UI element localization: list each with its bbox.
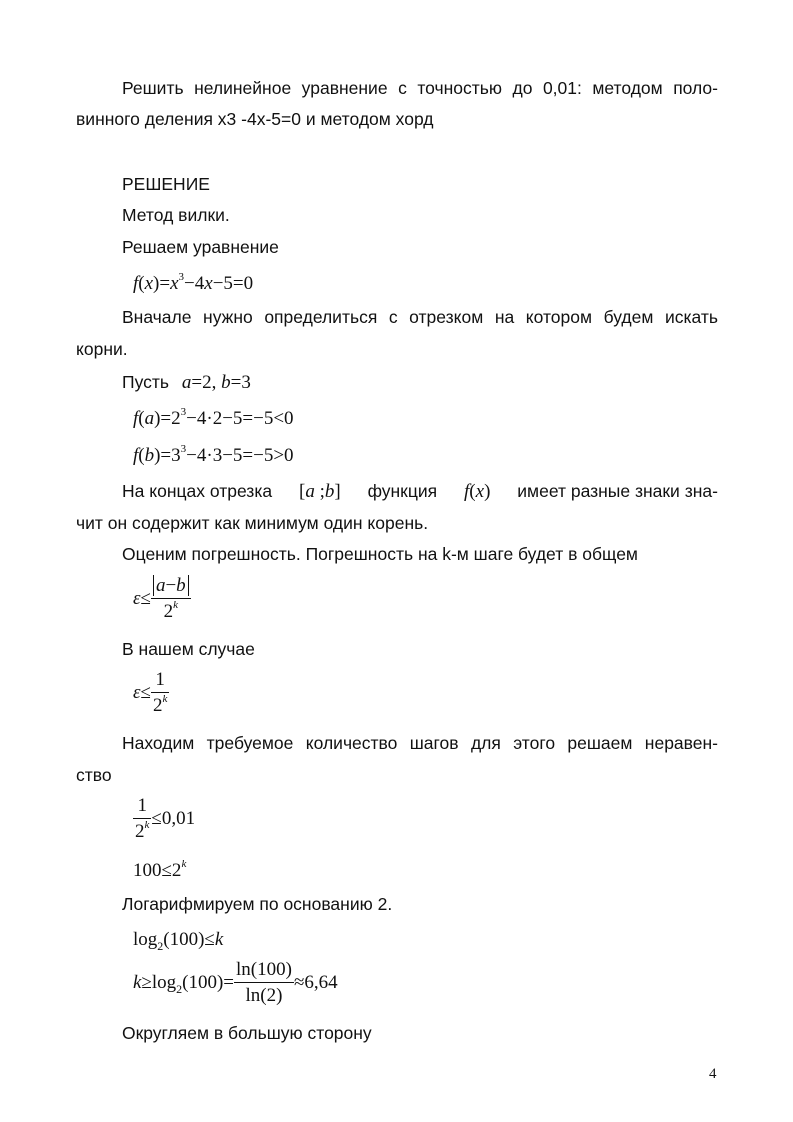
error-estimate-text: Оценим погрешность. Погрешность на k-м шаге будет в общем (122, 544, 638, 564)
formula-let-values: a=2, b=3 (181, 372, 251, 393)
formula-f-of-b: $f(b)=3^3-4\cdot 3-5=-5>0$ (133, 443, 294, 466)
method-title: Метод вилки. (122, 205, 230, 225)
steps-text-line-2: ство (76, 765, 112, 785)
formula-eps-general: ε≤ $\frac{a-b}{2^k}$ (133, 574, 191, 625)
interval-text-line-1: Вначале нужно определиться с отрезком на котором будем искать (122, 307, 718, 327)
let-label: Пусть (122, 372, 170, 392)
task-line-1: Решить нелинейное уравнение с точностью до 0,01: методом поло- (122, 78, 718, 98)
ends-text-b: функция (367, 481, 438, 501)
formula-interval: [a ;b] (298, 481, 341, 502)
formula-main-equation: $f(x)=x^3-4x-5=0$ (133, 271, 254, 294)
interval-ends-line-1 (122, 476, 718, 507)
our-case-text: В нашем случае (122, 639, 255, 659)
task-line-2: винного деления x3 -4x-5=0 и методом хорд (76, 109, 434, 129)
page-number: 4 (709, 1066, 717, 1082)
ends-text-c: имеет разные знаки зна- (517, 481, 718, 501)
logarithm-text: Логарифмируем по основанию 2. (122, 894, 393, 914)
interval-text-line-2: корни. (76, 339, 128, 359)
interval-ends-line-2: чит он содержит как минимум один корень. (76, 513, 429, 533)
ends-text-a: На концах отрезка (122, 481, 273, 501)
steps-text-line-1: Находим требуемое количество шагов для этого решаем неравен- (122, 733, 718, 753)
formula-eps-case: ε≤ $\frac{1}{2^k}$ (133, 669, 168, 716)
formula-hundred: $100\le 2^k$ (133, 858, 187, 881)
formula-log-inequality: $\log_2(100)\le k$ (133, 929, 224, 953)
formula-f-of-a: $f(a)=2^3-4\cdot 2-5=-5<0$ (133, 406, 294, 429)
round-text: Округляем в большую сторону (122, 1023, 372, 1043)
formula-inequality: $\frac{1}{2^k}$ ≤0,01 (135, 795, 196, 842)
formula-f-of-x: f(x) (464, 481, 491, 502)
solve-equation-text: Решаем уравнение (122, 237, 279, 257)
let-line (122, 367, 251, 398)
solution-heading: РЕШЕНИЕ (122, 174, 210, 194)
formula-k-value: $k\ge\log_2(100)=$ $\frac{\ln(100)}{\ln(2)}$ ≈6,64 (133, 959, 338, 1006)
